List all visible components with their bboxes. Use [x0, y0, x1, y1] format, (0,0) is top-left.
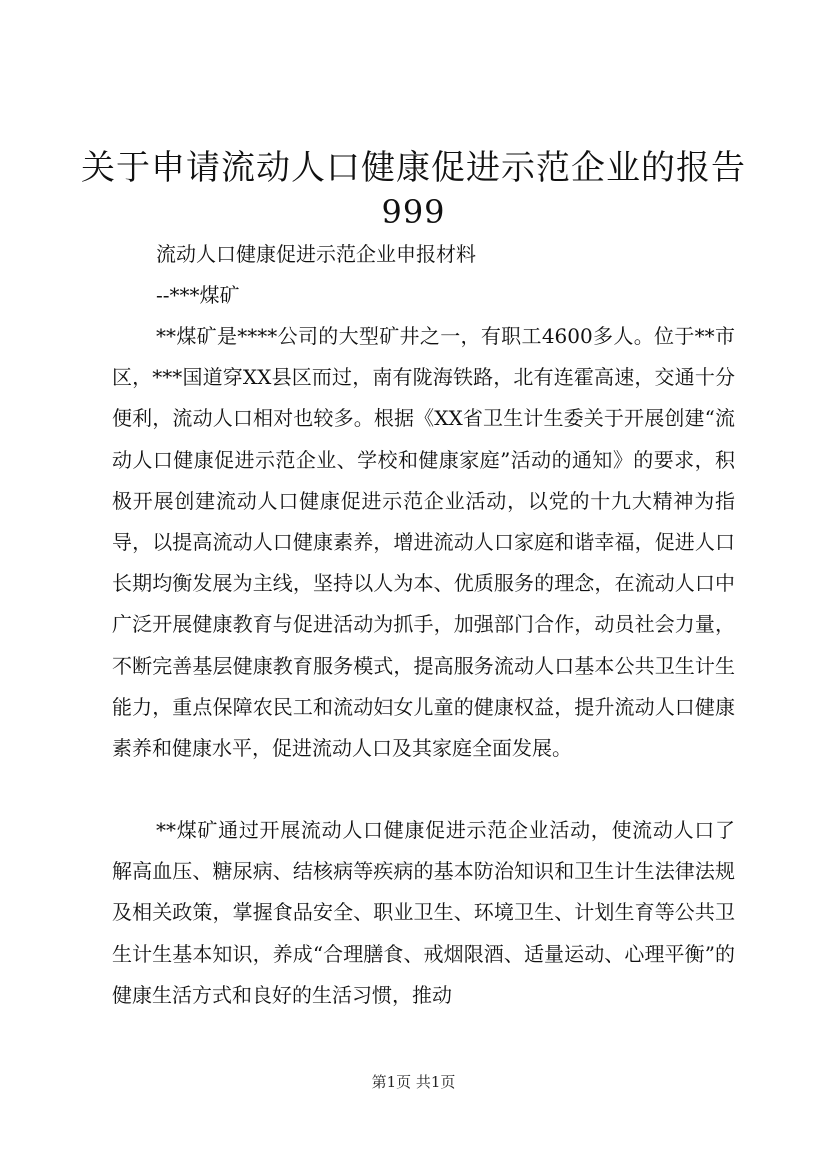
- page-footer: 第1页 共1页: [371, 1073, 456, 1091]
- document-subtitle: 流动人口健康促进示范企业申报材料: [156, 242, 476, 266]
- document-signature: --***煤矿: [156, 283, 240, 307]
- body-paragraph: **煤矿通过开展流动人口健康促进示范企业活动，使流动人口了解高血压、糖尿病、结核病等疾病的基本防治知识和卫生计生法律法规及相关政策，掌握食品安全、职业卫生、环境卫生、计划生育等公共卫生计生基本知识，养成“合理膳食、戒烟限酒、适量运动、心理平衡”的健康生活方式和良好的生活习惯，推动: [112, 818, 735, 1007]
- document-title-number: 999: [381, 193, 446, 231]
- body-paragraph: **煤矿是****公司的大型矿井之一，有职工4600多人。位于**市区，***国道穿XX县区而过，南有陇海铁路，北有连霍高速，交通十分便利，流动人口相对也较多。根据《XX省卫生计生委关于开展创建“流动人口健康促进示范企业、学校和健康家庭”活动的通知》的要求，积极开展创建流动人口健康促进示范企业活动，以党的十九大精神为指导，以提高流动人口健康素养，增进流动人口家庭和谐幸福，促进人口长期均衡发展为主线，坚持以人为本、优质服务的理念，在流动人口中广泛开展健康教育与促进活动为抓手，加强部门合作，动员社会力量，不断完善基层健康教育服务模式，提高服务流动人口基本公共卫生计生能力，重点保障农民工和流动妇女儿童的健康权益，提升流动人口健康素养和健康水平，促进流动人口及其家庭全面发展。: [112, 324, 735, 761]
- document-title: 关于申请流动人口健康促进示范企业的报告: [81, 148, 746, 188]
